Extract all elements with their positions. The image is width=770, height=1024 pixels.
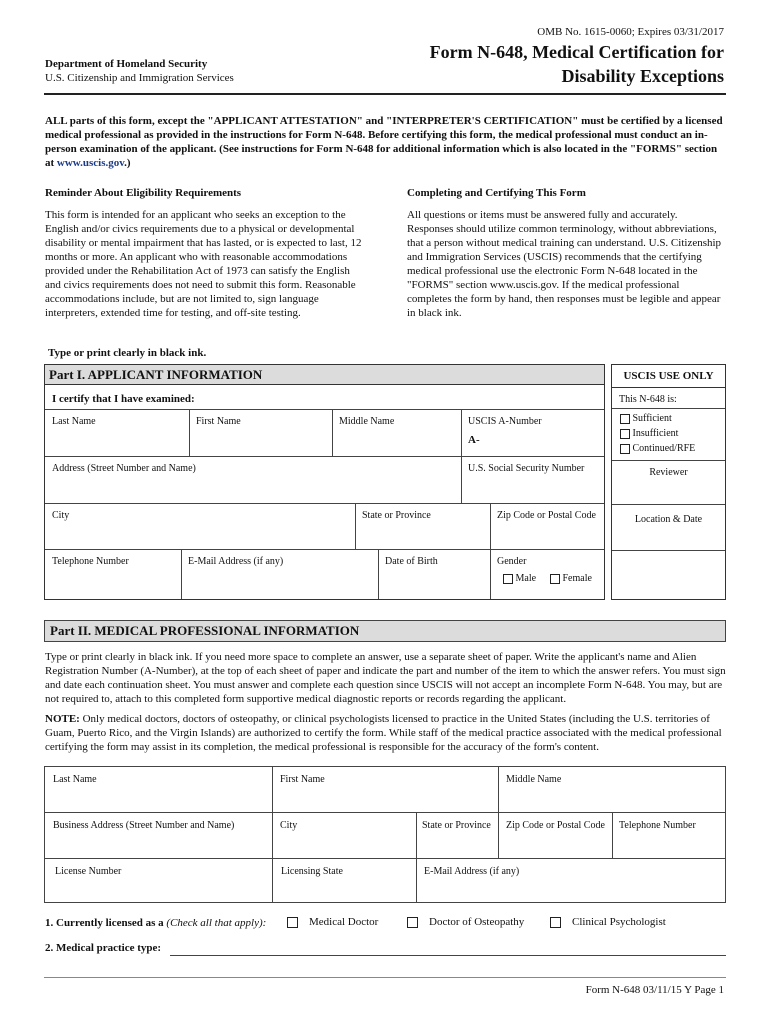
sufficient-checkbox[interactable]: [620, 414, 630, 424]
medical-doctor-option: Medical Doctor: [287, 916, 378, 928]
medical-doctor-checkbox[interactable]: [287, 917, 298, 928]
a-number-prefix: A-: [468, 434, 480, 446]
department-name: Department of Homeland Security: [45, 58, 208, 70]
clinical-psychologist-checkbox[interactable]: [550, 917, 561, 928]
doctor-first-name-label: First Name: [280, 774, 325, 785]
certify-label: I certify that I have examined:: [52, 393, 195, 405]
continued-rfe-checkbox[interactable]: [620, 444, 630, 454]
footer-rule: [44, 977, 726, 978]
gender-female-option: Female: [550, 573, 592, 584]
clinical-psychologist-option: Clinical Psychologist: [550, 916, 666, 928]
insufficient-option: Insufficient: [620, 428, 678, 439]
applicant-zip-label: Zip Code or Postal Code: [497, 510, 596, 521]
applicant-email-label: E-Mail Address (if any): [188, 556, 284, 567]
doctor-of-osteopathy-checkbox[interactable]: [407, 917, 418, 928]
applicant-address-label: Address (Street Number and Name): [52, 463, 196, 474]
applicant-last-name-input[interactable]: [46, 428, 188, 454]
ink-note: Type or print clearly in black ink.: [48, 347, 207, 359]
applicant-city-input[interactable]: [46, 522, 353, 548]
uscis-link[interactable]: www.uscis.gov: [56, 157, 125, 169]
doctor-of-osteopathy-option: Doctor of Osteopathy: [407, 916, 524, 928]
completing-body: All questions or items must be answered fully and accurately. Responses should utilize common terminology, without abbreviations, that a person without medical training can understand. U.S. Citizenship and Immigration Services (USCIS) recommends that the certifying medical professional use the electronic Form N-648 located in the "FORMS" section www.uscis.gov. If the medical professional completes the form by hand, then responses must be legible and appear in black ink.: [407, 209, 722, 319]
doctor-middle-name-label: Middle Name: [506, 774, 562, 785]
doctor-city-input[interactable]: [273, 832, 415, 857]
dob-input[interactable]: [379, 570, 488, 598]
ssn-label: U.S. Social Security Number: [468, 463, 585, 474]
applicant-address-input[interactable]: [46, 476, 459, 502]
part2-note: NOTE: Only medical doctors, doctors of osteopathy, or clinical psychologists licensed to practice in the United States (including the U.S. territories of Guam, Puerto Rico, and the Virgin Islands) are authorized to certify the form. While staff of the medical practice associated with the medical professional certifying the form may assist in its completion, the medical professional is responsible for the accuracy of the form's content.: [45, 713, 722, 753]
location-date-label: Location & Date: [634, 514, 703, 525]
applicant-city-label: City: [52, 510, 70, 521]
business-address-label: Business Address (Street Number and Name): [53, 820, 235, 831]
business-address-input[interactable]: [45, 832, 271, 857]
doctor-last-name-input[interactable]: [45, 786, 271, 811]
continued-rfe-option: Continued/RFE: [620, 443, 695, 454]
agency-name: U.S. Citizenship and Immigration Services: [45, 72, 234, 84]
license-number-label: License Number: [55, 866, 122, 877]
a-number-label: USCIS A-Number: [468, 416, 542, 427]
female-checkbox[interactable]: [550, 574, 560, 584]
reminder-body: This form is intended for an applicant who seeks an exception to the English and/or civics requirements due to a physical or developmental disability or mental impairment that has lasted, or is expected to last, 12 months or more. An applicant who with reasonable accommodations provided under the Rehabilitation Act of 1973 can satisfy the English and civics requirements does not need to submit this form. Reasonable accommodations include, but are not limited to, sign language interpreters, extended time for testing, and off-site testing.: [45, 209, 362, 319]
applicant-middle-name-label: Middle Name: [339, 416, 395, 427]
part1-title: Part I. APPLICANT INFORMATION: [45, 365, 604, 385]
doctor-email-input[interactable]: [417, 878, 725, 901]
form-title-line2: Disability Exceptions: [561, 66, 724, 86]
footer-form-id: Form N-648 03/11/15 Y Page 1: [585, 984, 724, 996]
doctor-state-input[interactable]: [417, 832, 497, 857]
reviewer-label: Reviewer: [649, 467, 688, 478]
applicant-state-label: State or Province: [362, 510, 431, 521]
licensing-state-input[interactable]: [273, 878, 415, 901]
doctor-email-label: E-Mail Address (if any): [424, 866, 520, 877]
applicant-phone-input[interactable]: [46, 570, 179, 598]
license-number-input[interactable]: [45, 878, 271, 901]
doctor-middle-name-input[interactable]: [499, 786, 725, 811]
part2-title: Part II. MEDICAL PROFESSIONAL INFORMATION: [44, 620, 726, 642]
q2-label: 2. Medical practice type:: [45, 942, 162, 954]
uscis-is-label: This N-648 is:: [619, 394, 677, 405]
header-rule: [44, 93, 726, 95]
uscis-use-only-title: USCIS USE ONLY: [612, 365, 725, 388]
q1-label: 1. Currently licensed as a (Check all that apply):: [45, 917, 267, 929]
sufficient-option: Sufficient: [620, 413, 672, 424]
doctor-phone-input[interactable]: [613, 832, 725, 857]
doctor-state-label: State or Province: [422, 820, 491, 831]
applicant-state-input[interactable]: [356, 522, 488, 548]
reminder-heading: Reminder About Eligibility Requirements: [45, 187, 242, 199]
applicant-zip-input[interactable]: [491, 522, 603, 548]
male-checkbox[interactable]: [503, 574, 513, 584]
doctor-first-name-input[interactable]: [273, 786, 497, 811]
applicant-phone-label: Telephone Number: [52, 556, 129, 567]
applicant-middle-name-input[interactable]: [333, 428, 460, 454]
doctor-zip-label: Zip Code or Postal Code: [506, 820, 605, 831]
applicant-last-name-label: Last Name: [52, 416, 96, 427]
doctor-last-name-label: Last Name: [53, 774, 97, 785]
form-title-line1: Form N-648, Medical Certification for: [429, 42, 724, 62]
completing-heading: Completing and Certifying This Form: [407, 187, 586, 199]
licensing-state-label: Licensing State: [281, 866, 343, 877]
doctor-city-label: City: [280, 820, 298, 831]
doctor-zip-input[interactable]: [499, 832, 611, 857]
doctor-phone-label: Telephone Number: [619, 820, 696, 831]
omb-number: OMB No. 1615-0060; Expires 03/31/2017: [537, 26, 724, 38]
applicant-first-name-label: First Name: [196, 416, 241, 427]
ssn-input[interactable]: [462, 476, 603, 502]
gender-male-option: Male: [503, 573, 536, 584]
dob-label: Date of Birth: [385, 556, 438, 567]
applicant-first-name-input[interactable]: [190, 428, 330, 454]
applicant-email-input[interactable]: [182, 570, 376, 598]
medical-practice-type-input[interactable]: [170, 955, 726, 956]
intro-paragraph: ALL parts of this form, except the "APPLICANT ATTESTATION" and "INTERPRETER'S CERTIFICATION" must be certified by a licensed medical professional as provided in the instructions for Form N-648. Before certifying this form, the medical professional must conduct an in-person examination of the applicant. (See instructions for Form N-648 for additional information which is also located in the "FORMS" section at www.uscis.gov.): [45, 115, 723, 169]
gender-label: Gender: [497, 556, 527, 567]
insufficient-checkbox[interactable]: [620, 429, 630, 439]
a-number-input[interactable]: [482, 430, 602, 454]
part2-instructions: Type or print clearly in black ink. If you need more space to complete an answer, use a separate sheet of paper. Write the applicant's name and Alien Registration Number (A-Number), at the top of each sheet of paper and indicate the part and number of the item to which the answer refers. You must sign and date each continuation sheet. You must answer and complete each question since USCIS will not accept an incomplete Form N-648. You may, but are not required to, attach to this completed form supportive medical diagnostic reports or records regarding the applicant.: [45, 651, 726, 705]
